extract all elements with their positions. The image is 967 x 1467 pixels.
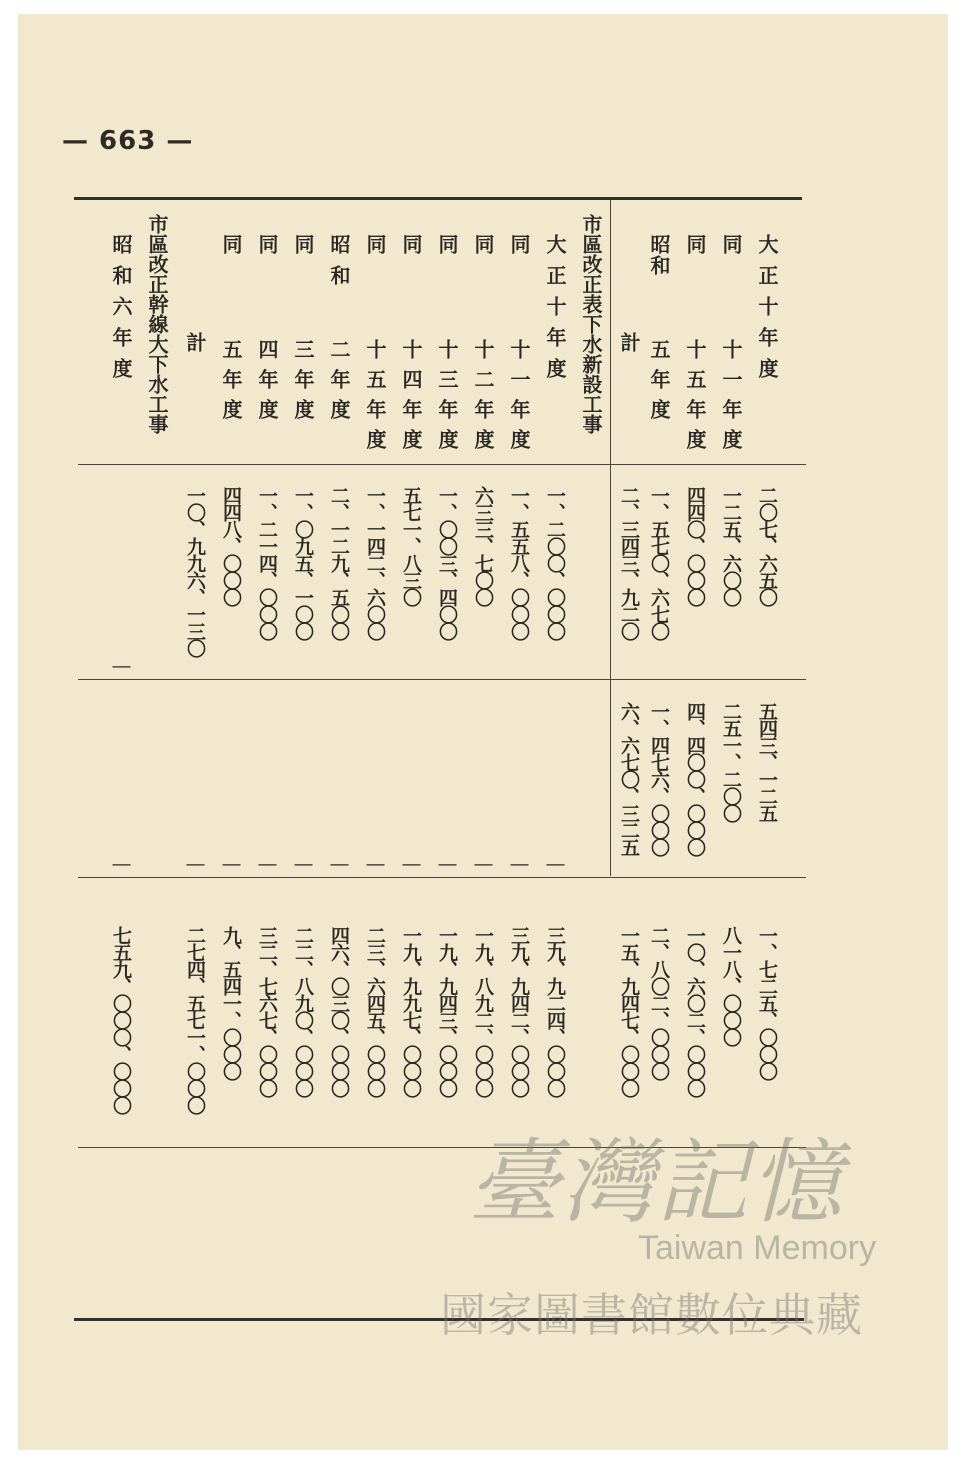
amount-col3: 三二、七六七、〇〇〇 xyxy=(256,926,278,1096)
amount-col2: 四、四〇〇、〇〇〇 xyxy=(684,702,706,855)
amount-col3: 一九、八九二、〇〇〇 xyxy=(472,926,494,1096)
row-label: 同 xyxy=(363,234,387,255)
row-label: 同 xyxy=(471,234,495,255)
amount-col1: 五七一、八三〇 xyxy=(400,486,422,605)
row-label: 同 xyxy=(719,234,743,255)
amount-col1: 六三三、七〇〇 xyxy=(472,486,494,605)
amount-col1: 一、一四二、六〇〇 xyxy=(364,486,386,639)
empty-dash: ― xyxy=(545,854,566,875)
row-sublabel: 五年度 xyxy=(219,339,243,429)
watermark-chinese: 國家圖書館數位典藏 xyxy=(440,1288,863,1342)
amount-col1: 一、〇〇三、四〇〇 xyxy=(436,486,458,639)
amount-col3: 二二、八九〇、〇〇〇 xyxy=(292,926,314,1096)
subtotal-label: 計 xyxy=(183,332,207,353)
empty-dash: ― xyxy=(473,854,494,875)
empty-dash: ― xyxy=(365,854,386,875)
amount-col2: 二五一、二〇〇 xyxy=(720,702,742,821)
row-label: 同 xyxy=(291,234,315,255)
row-sublabel: 二年度 xyxy=(327,339,351,429)
subtotal-col2: 六、六七〇、三二五 xyxy=(618,702,640,855)
amount-col1: 一、〇九五、一〇〇 xyxy=(292,486,314,639)
amount-col1: 一、二〇〇、〇〇〇 xyxy=(544,486,566,639)
empty-dash: ― xyxy=(509,854,530,875)
row-sublabel: 十一年度 xyxy=(507,339,531,459)
amount-col2: 一、四七六、〇〇〇 xyxy=(648,702,670,855)
amount-col1: 四四〇、〇〇〇 xyxy=(684,486,706,605)
amount-col3: 八一八、〇〇〇 xyxy=(720,926,742,1045)
empty-dash: ― xyxy=(111,656,132,677)
top-rule xyxy=(74,197,802,200)
section-heading: 市區改正表下水新設工事 xyxy=(579,214,603,434)
amount-col1: 一、五五八、〇〇〇 xyxy=(508,486,530,639)
amount-col3: 四六、〇三〇、〇〇〇 xyxy=(328,926,350,1096)
row-label: 昭和六年度 xyxy=(109,234,133,389)
row-label: 昭和 xyxy=(327,234,351,296)
row-label: 同 xyxy=(507,234,531,255)
column-separator-1 xyxy=(78,679,806,680)
empty-dash: ― xyxy=(329,854,350,875)
empty-dash: ― xyxy=(185,854,206,875)
row-label: 同 xyxy=(683,234,707,255)
row-sublabel: 十五年度 xyxy=(683,339,707,459)
watermark-logo: 臺灣記憶 xyxy=(468,1129,845,1236)
empty-dash: ― xyxy=(401,854,422,875)
row-sublabel: 十三年度 xyxy=(435,339,459,459)
scanned-page xyxy=(18,14,948,1450)
row-sublabel: 十五年度 xyxy=(363,339,387,459)
amount-col3: 一、七二五、〇〇〇 xyxy=(756,926,778,1079)
subtotal-col3: 二七四、五七一、〇〇〇 xyxy=(184,926,206,1113)
amount-col3: 三九、九二四、〇〇〇 xyxy=(544,926,566,1096)
amount-col3: 一九、九四三、〇〇〇 xyxy=(436,926,458,1096)
amount-col1: 一、五七〇、六七〇 xyxy=(648,486,670,639)
watermark-english: Taiwan Memory xyxy=(638,1229,877,1267)
row-label: 同 xyxy=(255,234,279,255)
empty-dash: ― xyxy=(111,854,132,875)
subtotal-col3: 一五、九四七、〇〇〇 xyxy=(618,926,640,1096)
row-label: 同 xyxy=(219,234,243,255)
row-sublabel: 三年度 xyxy=(291,339,315,429)
subtotal-col1: 二、三四三、九二〇 xyxy=(618,486,640,639)
row-sublabel: 十二年度 xyxy=(471,339,495,459)
amount-col1: 二、一二九、五〇〇 xyxy=(328,486,350,639)
amount-col3: 三九、九四二、〇〇〇 xyxy=(508,926,530,1096)
row-sublabel: 十四年度 xyxy=(399,339,423,459)
row-label: 大正十年度 xyxy=(543,234,567,389)
amount-col3: 二、八〇二、〇〇〇 xyxy=(648,926,670,1079)
amount-col3: 七五九、〇〇〇、〇〇〇 xyxy=(110,926,132,1113)
empty-dash: ― xyxy=(293,854,314,875)
amount-col1: 四四八、〇〇〇 xyxy=(220,486,242,605)
subtotal-col1: 一〇、九九六、一三〇 xyxy=(184,486,206,656)
amount-col1: 一二五、六〇〇 xyxy=(720,486,742,605)
amount-col3: 一〇、六〇二、〇〇〇 xyxy=(684,926,706,1096)
page-number: — 663 — xyxy=(62,126,194,156)
amount-col1: 二〇七、六五〇 xyxy=(756,486,778,605)
row-label: 昭和 xyxy=(647,234,671,276)
section-heading: 市區改正幹線大下水工事 xyxy=(145,214,169,434)
subtotal-label: 計 xyxy=(617,332,641,353)
section-divider xyxy=(610,200,611,876)
row-label: 大正十年度 xyxy=(755,234,779,389)
amount-col3: 一九、九九七、〇〇〇 xyxy=(400,926,422,1096)
row-sublabel: 四年度 xyxy=(255,339,279,429)
empty-dash: ― xyxy=(221,854,242,875)
row-label: 同 xyxy=(399,234,423,255)
amount-col3: 二三、六四五、〇〇〇 xyxy=(364,926,386,1096)
row-label: 同 xyxy=(435,234,459,255)
library-watermark xyxy=(438,1109,918,1349)
empty-dash: ― xyxy=(437,854,458,875)
amount-col1: 一、二一四、〇〇〇 xyxy=(256,486,278,639)
amount-col3: 九、五四一、〇〇〇 xyxy=(220,926,242,1079)
empty-dash: ― xyxy=(257,854,278,875)
row-sublabel: 十一年度 xyxy=(719,339,743,459)
amount-col2: 五四三、一二五 xyxy=(756,702,778,821)
row-sublabel: 五年度 xyxy=(647,339,671,429)
